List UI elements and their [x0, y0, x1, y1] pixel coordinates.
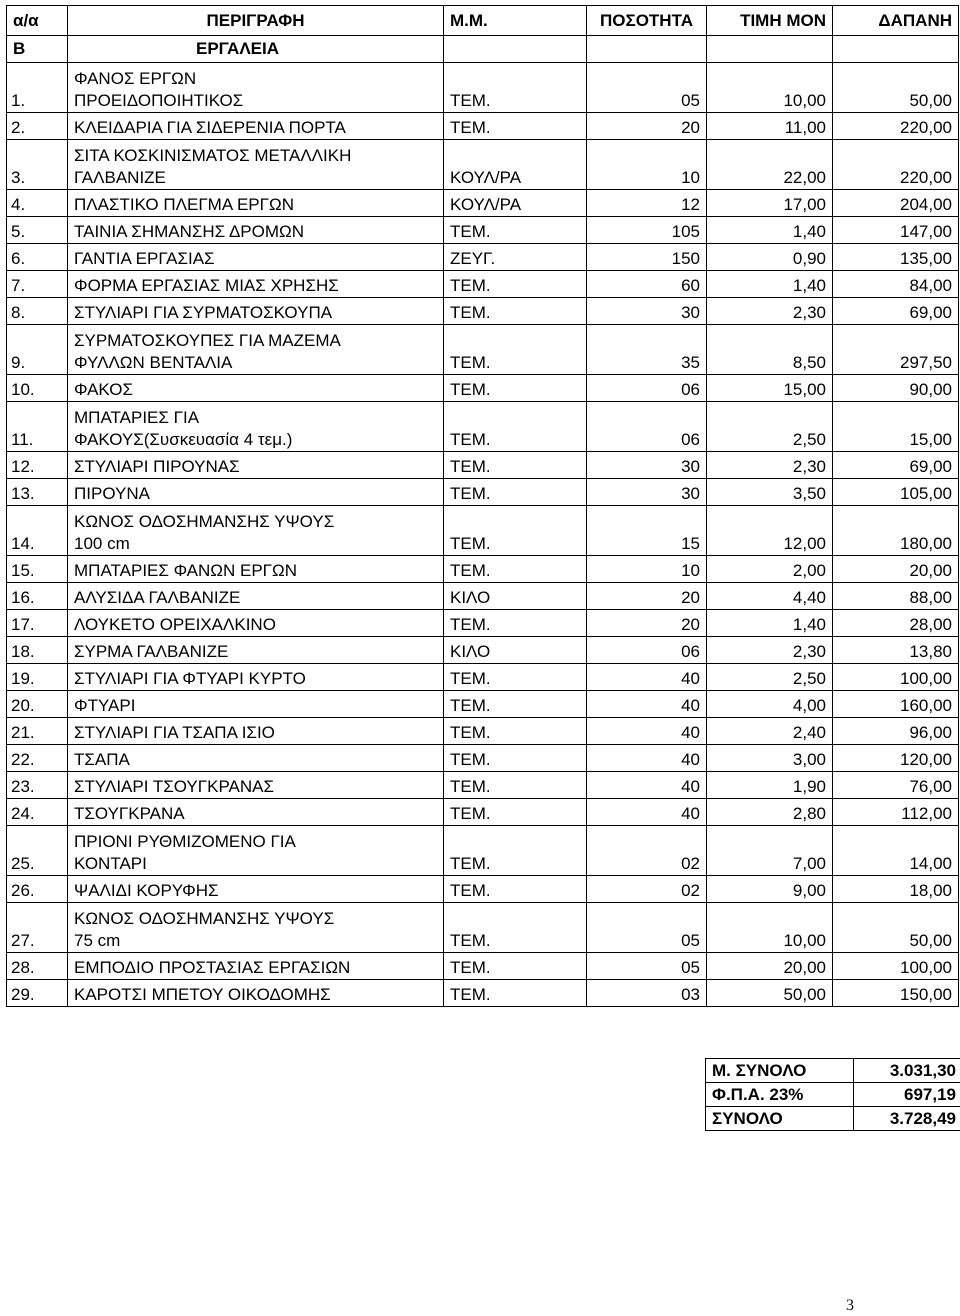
item-description-line: ΨΑΛΙΔΙ ΚΟΡΥΦΗΣ: [74, 881, 219, 900]
item-unit-price: 11,00: [707, 113, 833, 140]
item-unit: ΤΕΜ.: [444, 271, 587, 298]
table-header-row: [7, 6, 959, 36]
item-description: [68, 583, 444, 610]
header-quantity: ΠΟΣΟΤΗΤΑ: [587, 6, 707, 36]
item-quantity: 05: [587, 903, 707, 953]
item-unit: ΚΙΛΟ: [444, 583, 587, 610]
item-unit: ΚΙΛΟ: [444, 637, 587, 664]
item-description: [68, 799, 444, 826]
item-description: [68, 556, 444, 583]
item-unit-price: 8,50: [707, 325, 833, 375]
item-quantity: 05: [587, 953, 707, 980]
item-number: 10.: [7, 375, 68, 402]
item-description-line: ΤΣΑΠΑ: [74, 750, 130, 769]
item-description-line: ΤΑΙΝΙΑ ΣΗΜΑΝΣΗΣ ΔΡΟΜΩΝ: [74, 222, 305, 241]
item-cost: 13,80: [833, 637, 959, 664]
table-row: [7, 610, 959, 637]
item-number: 12.: [7, 452, 68, 479]
header-cost: ΔΑΠΑΝΗ: [833, 6, 959, 36]
item-number: 25.: [7, 826, 68, 876]
item-description: [68, 190, 444, 217]
totals-value: 697,19: [853, 1083, 960, 1107]
item-unit: ΤΕΜ.: [444, 664, 587, 691]
item-description-line: ΓΑΝΤΙΑ ΕΡΓΑΣΙΑΣ: [74, 249, 215, 268]
item-description-line: ΜΠΑΤΑΡΙΕΣ ΓΙΑ: [74, 408, 200, 427]
item-unit-price: 4,00: [707, 691, 833, 718]
item-unit: ΤΕΜ.: [444, 479, 587, 506]
table-row: [7, 772, 959, 799]
item-unit-price: 1,40: [707, 217, 833, 244]
item-unit: ΚΟΥΛ/ΡΑ: [444, 190, 587, 217]
item-description-line: ΦΑΚΟΥΣ(Συσκευασία 4 τεμ.): [74, 430, 293, 449]
totals-table: [705, 1058, 960, 1131]
item-number: 28.: [7, 953, 68, 980]
item-description: [68, 610, 444, 637]
table-row: [7, 271, 959, 298]
item-unit-price: 1,40: [707, 610, 833, 637]
item-description: [68, 772, 444, 799]
item-description-line: ΣΙΤΑ ΚΟΣΚΙΝΙΣΜΑΤΟΣ ΜΕΤΑΛΛΙΚΗ: [74, 146, 352, 165]
item-unit-price: 3,50: [707, 479, 833, 506]
item-unit-price: 12,00: [707, 506, 833, 556]
item-cost: 220,00: [833, 140, 959, 190]
item-cost: 105,00: [833, 479, 959, 506]
item-description-line: 100 cm: [74, 534, 130, 553]
item-description-line: ΚΟΝΤΑΡΙ: [74, 854, 147, 873]
item-unit: ΤΕΜ.: [444, 325, 587, 375]
item-cost: 76,00: [833, 772, 959, 799]
item-description-line: ΓΑΛΒΑΝΙΖΕ: [74, 168, 166, 187]
item-description: [68, 903, 444, 953]
item-description-line: ΦΑΝΟΣ ΕΡΓΩΝ: [74, 69, 197, 88]
item-unit-price: 2,80: [707, 799, 833, 826]
item-description-line: ΚΩΝΟΣ ΟΔΟΣΗΜΑΝΣΗΣ ΥΨΟΥΣ: [74, 909, 335, 928]
item-cost: 69,00: [833, 452, 959, 479]
item-quantity: 06: [587, 402, 707, 452]
item-unit-price: 7,00: [707, 826, 833, 876]
item-description: [68, 506, 444, 556]
item-cost: 50,00: [833, 63, 959, 113]
item-number: 23.: [7, 772, 68, 799]
item-number: 11.: [7, 402, 68, 452]
table-row: [7, 63, 959, 113]
item-description-line: ΜΠΑΤΑΡΙΕΣ ΦΑΝΩΝ ΕΡΓΩΝ: [74, 561, 298, 580]
item-description-line: 75 cm: [74, 931, 121, 950]
item-unit: ΤΕΜ.: [444, 953, 587, 980]
item-quantity: 10: [587, 556, 707, 583]
item-cost: 100,00: [833, 953, 959, 980]
item-quantity: 03: [587, 980, 707, 1007]
item-description-line: ΤΣΟΥΓΚΡΑΝΑ: [74, 804, 185, 823]
item-description: [68, 980, 444, 1007]
item-unit: ΤΕΜ.: [444, 772, 587, 799]
item-cost: 96,00: [833, 718, 959, 745]
item-unit: ΤΕΜ.: [444, 113, 587, 140]
table-row: [7, 799, 959, 826]
item-quantity: 02: [587, 826, 707, 876]
item-quantity: 60: [587, 271, 707, 298]
item-cost: 135,00: [833, 244, 959, 271]
item-number: 5.: [7, 217, 68, 244]
totals-label: Μ. ΣΥΝΟΛΟ: [706, 1059, 854, 1083]
item-quantity: 40: [587, 691, 707, 718]
item-cost: 28,00: [833, 610, 959, 637]
item-quantity: 20: [587, 610, 707, 637]
item-unit: ΤΕΜ.: [444, 298, 587, 325]
document-page: [6, 5, 956, 1128]
header-unit: Μ.Μ.: [444, 6, 587, 36]
item-unit: ΤΕΜ.: [444, 506, 587, 556]
item-unit-price: 2,30: [707, 298, 833, 325]
item-description: [68, 244, 444, 271]
table-row: [7, 691, 959, 718]
item-description-line: ΠΛΑΣΤΙΚΟ ΠΛΕΓΜΑ ΕΡΓΩΝ: [74, 195, 294, 214]
item-description-line: ΦΟΡΜΑ ΕΡΓΑΣΙΑΣ ΜΙΑΣ ΧΡΗΣΗΣ: [74, 276, 339, 295]
item-quantity: 40: [587, 745, 707, 772]
table-row: [7, 637, 959, 664]
item-description: [68, 826, 444, 876]
item-cost: 147,00: [833, 217, 959, 244]
table-row: [7, 479, 959, 506]
item-number: 9.: [7, 325, 68, 375]
item-unit-price: 17,00: [707, 190, 833, 217]
item-unit-price: 2,00: [707, 556, 833, 583]
totals-label: ΣΥΝΟΛΟ: [706, 1107, 854, 1131]
item-unit: ΤΕΜ.: [444, 375, 587, 402]
item-unit-price: 2,50: [707, 402, 833, 452]
item-cost: 204,00: [833, 190, 959, 217]
table-row: [7, 244, 959, 271]
item-description: [68, 745, 444, 772]
table-row: [7, 217, 959, 244]
table-row: [7, 745, 959, 772]
item-unit-price: 2,40: [707, 718, 833, 745]
item-unit-price: 9,00: [707, 876, 833, 903]
item-unit-price: 15,00: [707, 375, 833, 402]
table-row: [7, 903, 959, 953]
item-quantity: 40: [587, 718, 707, 745]
item-unit: ΤΕΜ.: [444, 556, 587, 583]
item-number: 7.: [7, 271, 68, 298]
item-quantity: 40: [587, 664, 707, 691]
item-description: [68, 113, 444, 140]
totals-row: [706, 1107, 960, 1131]
item-number: 4.: [7, 190, 68, 217]
table-row: [7, 402, 959, 452]
item-unit-price: 3,00: [707, 745, 833, 772]
item-number: 22.: [7, 745, 68, 772]
item-description-line: ΣΤΥΛΙΑΡΙ ΤΣΟΥΓΚΡΑΝΑΣ: [74, 777, 275, 796]
items-table: [6, 5, 959, 1007]
item-unit: ΤΕΜ.: [444, 217, 587, 244]
item-unit: ΤΕΜ.: [444, 745, 587, 772]
item-description: [68, 271, 444, 298]
item-number: 6.: [7, 244, 68, 271]
item-unit-price: 2,50: [707, 664, 833, 691]
item-cost: 180,00: [833, 506, 959, 556]
item-number: 8.: [7, 298, 68, 325]
item-description-line: ΠΡΙΟΝΙ ΡΥΘΜΙΖΟΜΕΝΟ ΓΙΑ: [74, 832, 296, 851]
item-cost: 100,00: [833, 664, 959, 691]
item-description: [68, 637, 444, 664]
item-quantity: 10: [587, 140, 707, 190]
item-unit: ΤΕΜ.: [444, 691, 587, 718]
table-row: [7, 140, 959, 190]
item-quantity: 20: [587, 113, 707, 140]
item-description: [68, 325, 444, 375]
item-unit-price: 20,00: [707, 953, 833, 980]
item-number: 27.: [7, 903, 68, 953]
table-row: [7, 826, 959, 876]
header-unit-price: ΤΙΜΗ ΜΟΝ: [707, 6, 833, 36]
item-description-line: ΠΡΟΕΙΔΟΠΟΙΗΤΙΚΟΣ: [74, 91, 244, 110]
item-quantity: 105: [587, 217, 707, 244]
item-description-line: ΣΥΡΜΑΤΟΣΚΟΥΠΕΣ ΓΙΑ ΜΑΖΕΜΑ: [74, 331, 341, 350]
item-description: [68, 691, 444, 718]
item-unit: ΤΕΜ.: [444, 610, 587, 637]
item-description-line: ΦΥΛΛΩΝ ΒΕΝΤΑΛΙΑ: [74, 353, 233, 372]
item-description-line: ΦΤΥΑΡΙ: [74, 696, 136, 715]
item-number: 17.: [7, 610, 68, 637]
item-number: 15.: [7, 556, 68, 583]
item-unit: ΤΕΜ.: [444, 799, 587, 826]
item-number: 16.: [7, 583, 68, 610]
item-description-line: ΣΤΥΛΙΑΡΙ ΠΙΡΟΥΝΑΣ: [74, 457, 240, 476]
item-quantity: 40: [587, 799, 707, 826]
item-quantity: 12: [587, 190, 707, 217]
totals-row: [706, 1059, 960, 1083]
item-quantity: 30: [587, 479, 707, 506]
totals-row: [706, 1083, 960, 1107]
item-unit: ΤΕΜ.: [444, 718, 587, 745]
item-description: [68, 953, 444, 980]
item-cost: 90,00: [833, 375, 959, 402]
item-unit-price: 22,00: [707, 140, 833, 190]
item-unit-price: 1,40: [707, 271, 833, 298]
item-number: 18.: [7, 637, 68, 664]
item-description-line: ΣΥΡΜΑ ΓΑΛΒΑΝΙΖΕ: [74, 642, 229, 661]
item-quantity: 30: [587, 452, 707, 479]
item-cost: 20,00: [833, 556, 959, 583]
item-number: 2.: [7, 113, 68, 140]
item-unit: ΤΕΜ.: [444, 903, 587, 953]
table-row: [7, 876, 959, 903]
header-description: ΠΕΡΙΓΡΑΦΗ: [68, 6, 444, 36]
item-description-line: ΕΜΠΟΔΙΟ ΠΡΟΣΤΑΣΙΑΣ ΕΡΓΑΣΙΩΝ: [74, 958, 351, 977]
item-description-line: ΣΤΥΛΙΑΡΙ ΓΙΑ ΣΥΡΜΑΤΟΣΚΟΥΠΑ: [74, 303, 333, 322]
item-description: [68, 402, 444, 452]
item-number: 3.: [7, 140, 68, 190]
item-quantity: 06: [587, 637, 707, 664]
item-quantity: 15: [587, 506, 707, 556]
item-cost: 14,00: [833, 826, 959, 876]
item-description: [68, 63, 444, 113]
item-description-line: ΣΤΥΛΙΑΡΙ ΓΙΑ ΤΣΑΠΑ ΙΣΙΟ: [74, 723, 275, 742]
category-code: Β: [7, 36, 68, 63]
table-row: [7, 664, 959, 691]
table-row: [7, 718, 959, 745]
item-description: [68, 718, 444, 745]
item-description: [68, 664, 444, 691]
item-unit: ΤΕΜ.: [444, 402, 587, 452]
item-cost: 15,00: [833, 402, 959, 452]
item-quantity: 02: [587, 876, 707, 903]
item-quantity: 06: [587, 375, 707, 402]
item-cost: 150,00: [833, 980, 959, 1007]
item-description: [68, 140, 444, 190]
item-quantity: 20: [587, 583, 707, 610]
table-row: [7, 452, 959, 479]
item-cost: 160,00: [833, 691, 959, 718]
item-description-line: ΣΤΥΛΙΑΡΙ ΓΙΑ ΦΤΥΑΡΙ ΚΥΡΤΟ: [74, 669, 306, 688]
item-description: [68, 375, 444, 402]
table-row: [7, 556, 959, 583]
item-number: 1.: [7, 63, 68, 113]
item-cost: 220,00: [833, 113, 959, 140]
item-number: 26.: [7, 876, 68, 903]
item-quantity: 150: [587, 244, 707, 271]
item-unit-price: 2,30: [707, 637, 833, 664]
item-quantity: 30: [587, 298, 707, 325]
table-row: [7, 113, 959, 140]
item-quantity: 40: [587, 772, 707, 799]
table-row: [7, 953, 959, 980]
item-quantity: 35: [587, 325, 707, 375]
item-unit: ΤΕΜ.: [444, 980, 587, 1007]
item-unit-price: 2,30: [707, 452, 833, 479]
item-number: 29.: [7, 980, 68, 1007]
item-unit: ΤΕΜ.: [444, 876, 587, 903]
category-row: [7, 36, 959, 63]
item-cost: 88,00: [833, 583, 959, 610]
item-unit-price: 10,00: [707, 63, 833, 113]
item-description: [68, 298, 444, 325]
table-row: [7, 980, 959, 1007]
page-number: 3: [846, 1297, 854, 1314]
header-no: α/α: [7, 6, 68, 36]
item-number: 14.: [7, 506, 68, 556]
item-unit: ΚΟΥΛ/ΡΑ: [444, 140, 587, 190]
table-row: [7, 375, 959, 402]
totals-label: Φ.Π.Α. 23%: [706, 1083, 854, 1107]
item-number: 21.: [7, 718, 68, 745]
item-description-line: ΦΑΚΟΣ: [74, 380, 133, 399]
table-row: [7, 298, 959, 325]
item-cost: 69,00: [833, 298, 959, 325]
item-number: 24.: [7, 799, 68, 826]
item-unit: ΤΕΜ.: [444, 826, 587, 876]
item-number: 13.: [7, 479, 68, 506]
item-description-line: ΠΙΡΟΥΝΑ: [74, 484, 150, 503]
item-unit-price: 0,90: [707, 244, 833, 271]
item-description: [68, 217, 444, 244]
table-row: [7, 190, 959, 217]
item-description-line: ΚΩΝΟΣ ΟΔΟΣΗΜΑΝΣΗΣ ΥΨΟΥΣ: [74, 512, 335, 531]
item-cost: 18,00: [833, 876, 959, 903]
totals-value: 3.728,49: [853, 1107, 960, 1131]
item-description-line: ΚΛΕΙΔΑΡΙΑ ΓΙΑ ΣΙΔΕΡΕΝΙΑ ΠΟΡΤΑ: [74, 118, 346, 137]
totals-value: 3.031,30: [853, 1059, 960, 1083]
item-unit-price: 50,00: [707, 980, 833, 1007]
item-cost: 50,00: [833, 903, 959, 953]
item-cost: 297,50: [833, 325, 959, 375]
item-unit: ΤΕΜ.: [444, 63, 587, 113]
item-unit: ΖΕΥΓ.: [444, 244, 587, 271]
item-number: 20.: [7, 691, 68, 718]
table-row: [7, 325, 959, 375]
item-cost: 120,00: [833, 745, 959, 772]
table-row: [7, 506, 959, 556]
item-unit-price: 4,40: [707, 583, 833, 610]
item-description-line: ΚΑΡΟΤΣΙ ΜΠΕΤΟΥ ΟΙΚΟΔΟΜΗΣ: [74, 985, 331, 1004]
item-cost: 84,00: [833, 271, 959, 298]
item-description-line: ΑΛΥΣΙΔΑ ΓΑΛΒΑΝΙΖΕ: [74, 588, 241, 607]
item-unit-price: 10,00: [707, 903, 833, 953]
item-description: [68, 876, 444, 903]
item-cost: 112,00: [833, 799, 959, 826]
item-unit-price: 1,90: [707, 772, 833, 799]
item-number: 19.: [7, 664, 68, 691]
item-description: [68, 479, 444, 506]
item-unit: ΤΕΜ.: [444, 452, 587, 479]
item-quantity: 05: [587, 63, 707, 113]
category-title: ΕΡΓΑΛΕΙΑ: [68, 36, 444, 63]
table-row: [7, 583, 959, 610]
item-description-line: ΛΟΥΚΕΤΟ ΟΡΕΙΧΑΛΚΙΝΟ: [74, 615, 276, 634]
item-description: [68, 452, 444, 479]
